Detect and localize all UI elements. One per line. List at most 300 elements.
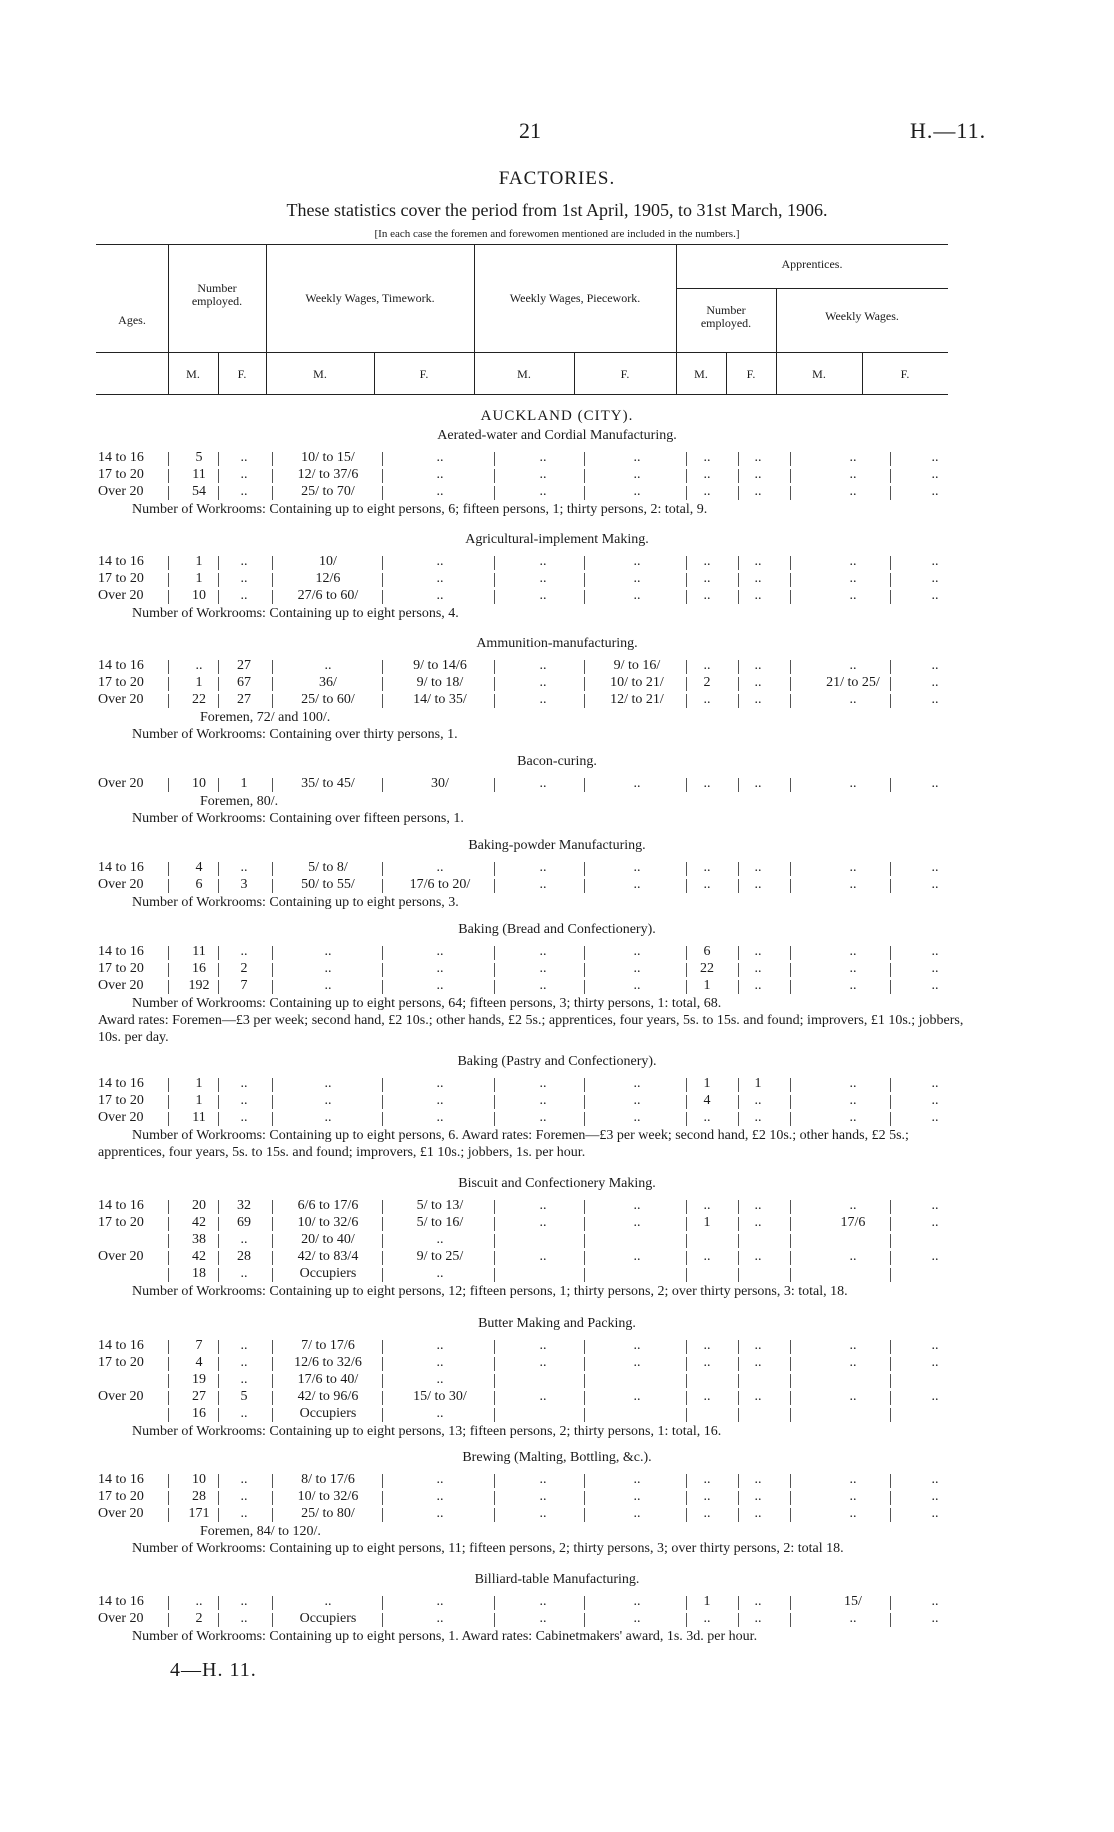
table-cell: .. bbox=[539, 450, 547, 465]
table-cell: 9/ to 25/ bbox=[416, 1249, 464, 1264]
table-cell: .. bbox=[931, 1389, 939, 1404]
row-age-cell: Over 20 bbox=[98, 1506, 144, 1521]
table-cell: .. bbox=[754, 675, 762, 690]
table-cell: .. bbox=[754, 877, 762, 892]
table-cell: .. bbox=[240, 467, 248, 482]
table-cell: .. bbox=[754, 588, 762, 603]
table-cell: .. bbox=[754, 1215, 762, 1230]
column-rule bbox=[686, 1408, 687, 1422]
col-ages: Ages. bbox=[118, 313, 146, 327]
section-title: AUCKLAND (CITY). bbox=[480, 408, 634, 424]
table-cell: .. bbox=[754, 944, 762, 959]
table-cell: .. bbox=[703, 877, 711, 892]
table-cell: .. bbox=[436, 1489, 444, 1504]
table-cell: .. bbox=[931, 1338, 939, 1353]
table-cell: .. bbox=[849, 944, 857, 959]
column-rule bbox=[738, 1374, 739, 1388]
table-cell: .. bbox=[539, 467, 547, 482]
table-cell: .. bbox=[703, 1472, 711, 1487]
table-cell: .. bbox=[633, 978, 641, 993]
table-cell: .. bbox=[754, 978, 762, 993]
table-cell: .. bbox=[436, 1372, 444, 1387]
table-cell: .. bbox=[754, 692, 762, 707]
table-cell: Occupiers bbox=[299, 1266, 357, 1281]
table-cell: .. bbox=[849, 571, 857, 586]
table-cell: 28 bbox=[192, 1489, 206, 1504]
table-cell: .. bbox=[324, 1076, 332, 1091]
table-cell: 1 bbox=[195, 554, 203, 569]
column-header-block bbox=[96, 244, 948, 396]
table-row bbox=[0, 1594, 1114, 1612]
table-cell: .. bbox=[436, 1110, 444, 1125]
table-cell: .. bbox=[539, 1110, 547, 1125]
table-cell: 1 bbox=[703, 1076, 711, 1091]
table-cell: .. bbox=[240, 1110, 248, 1125]
table-cell: 27/6 to 60/ bbox=[297, 588, 359, 603]
workrooms-note: Number of Workrooms: Containing up to eight persons, 11; fifteen persons, 2; thirty persons, 3; over thirty persons, 2: total 18. bbox=[132, 1541, 844, 1556]
table-cell: .. bbox=[703, 450, 711, 465]
col-m: M. bbox=[517, 367, 531, 381]
document-reference: H.—11. bbox=[910, 118, 987, 143]
table-cell: .. bbox=[539, 692, 547, 707]
table-cell: 3 bbox=[240, 877, 248, 892]
workrooms-note: Number of Workrooms: Containing up to eight persons, 3. bbox=[132, 895, 459, 910]
table-cell: 25/ to 60/ bbox=[301, 692, 355, 707]
table-cell: 27 bbox=[192, 1389, 206, 1404]
table-cell: .. bbox=[436, 978, 444, 993]
table-cell: .. bbox=[539, 776, 547, 791]
column-rule bbox=[790, 1234, 791, 1248]
table-cell: .. bbox=[703, 1489, 711, 1504]
table-cell: .. bbox=[633, 961, 641, 976]
table-cell: .. bbox=[436, 588, 444, 603]
table-cell: .. bbox=[931, 1594, 939, 1609]
row-age-cell: Over 20 bbox=[98, 1389, 144, 1404]
workrooms-note: Number of Workrooms: Containing up to eight persons, 64; fifteen persons, 3; thirty persons, 1: total, 68. bbox=[132, 996, 722, 1011]
table-cell: 10/ to 15/ bbox=[301, 450, 355, 465]
table-cell: .. bbox=[849, 978, 857, 993]
table-cell: .. bbox=[633, 1249, 641, 1264]
table-row bbox=[0, 1338, 1114, 1356]
table-cell: .. bbox=[703, 776, 711, 791]
col-f: F. bbox=[900, 367, 910, 381]
table-cell: .. bbox=[754, 860, 762, 875]
row-age-cell: 17 to 20 bbox=[98, 1093, 144, 1108]
table-row bbox=[0, 1232, 1114, 1250]
table-row bbox=[0, 1093, 1114, 1111]
table-cell: 10 bbox=[192, 1472, 206, 1487]
row-age-cell: 14 to 16 bbox=[98, 554, 144, 569]
column-rule bbox=[584, 1234, 585, 1248]
column-rule bbox=[890, 1374, 891, 1388]
table-cell: .. bbox=[240, 1406, 248, 1421]
table-cell: 38 bbox=[192, 1232, 206, 1247]
table-cell: 19 bbox=[192, 1372, 206, 1387]
table-row bbox=[0, 692, 1114, 710]
col-m: M. bbox=[186, 367, 200, 381]
table-cell: 30/ bbox=[431, 776, 449, 791]
table-cell: 9/ to 18/ bbox=[416, 675, 464, 690]
table-cell: .. bbox=[754, 1489, 762, 1504]
table-cell: .. bbox=[633, 877, 641, 892]
table-cell: 25/ to 70/ bbox=[301, 484, 355, 499]
workrooms-note: Number of Workrooms: Containing up to eight persons, 4. bbox=[132, 606, 459, 621]
table-row bbox=[0, 1355, 1114, 1373]
table-row bbox=[0, 860, 1114, 878]
table-cell: .. bbox=[240, 1611, 248, 1626]
table-cell: 10/ to 32/6 bbox=[297, 1489, 359, 1504]
table-cell: .. bbox=[539, 675, 547, 690]
table-cell: 16 bbox=[192, 961, 206, 976]
column-rule bbox=[686, 1268, 687, 1282]
table-cell: .. bbox=[931, 1093, 939, 1108]
table-cell: .. bbox=[849, 860, 857, 875]
table-cell: 1 bbox=[703, 1215, 711, 1230]
table-cell: .. bbox=[240, 1355, 248, 1370]
industry-title: Biscuit and Confectionery Making. bbox=[458, 1176, 656, 1191]
workrooms-note: Number of Workrooms: Containing up to eight persons, 13; fifteen persons, 2; thirty persons, 1: total, 16. bbox=[132, 1424, 722, 1439]
row-age-cell: 14 to 16 bbox=[98, 860, 144, 875]
table-cell: .. bbox=[324, 1093, 332, 1108]
table-cell: .. bbox=[240, 1594, 248, 1609]
table-cell: .. bbox=[633, 588, 641, 603]
table-cell: .. bbox=[436, 1472, 444, 1487]
table-cell: .. bbox=[539, 1389, 547, 1404]
col-app-wages: Weekly Wages. bbox=[825, 309, 899, 323]
table-cell: 20 bbox=[192, 1198, 206, 1213]
table-cell: .. bbox=[931, 877, 939, 892]
table-cell: .. bbox=[703, 1198, 711, 1213]
table-cell: .. bbox=[931, 588, 939, 603]
table-row bbox=[0, 1110, 1114, 1128]
table-cell: .. bbox=[754, 1611, 762, 1626]
row-age-cell: 14 to 16 bbox=[98, 1076, 144, 1091]
table-cell: 4 bbox=[195, 860, 203, 875]
table-cell: .. bbox=[633, 554, 641, 569]
table-cell: .. bbox=[633, 571, 641, 586]
table-cell: .. bbox=[436, 571, 444, 586]
header-rule-top bbox=[96, 244, 948, 245]
industry-title: Baking-powder Manufacturing. bbox=[468, 838, 646, 853]
table-cell: .. bbox=[849, 484, 857, 499]
row-age-cell: 14 to 16 bbox=[98, 450, 144, 465]
row-age-cell: 17 to 20 bbox=[98, 467, 144, 482]
table-cell: 22 bbox=[192, 692, 206, 707]
table-row bbox=[0, 1198, 1114, 1216]
table-cell: Occupiers bbox=[299, 1611, 357, 1626]
table-cell: .. bbox=[436, 1076, 444, 1091]
table-cell: 17/6 bbox=[840, 1215, 866, 1230]
table-cell: 6 bbox=[195, 877, 203, 892]
table-cell: .. bbox=[633, 1611, 641, 1626]
industry-title: Agricultural-implement Making. bbox=[465, 532, 649, 547]
row-age-cell: 14 to 16 bbox=[98, 944, 144, 959]
table-cell: .. bbox=[240, 1093, 248, 1108]
table-cell: 5/ to 8/ bbox=[308, 860, 348, 875]
footer-reference: 4—H. 11. bbox=[170, 1659, 257, 1681]
row-age-cell: 14 to 16 bbox=[98, 1472, 144, 1487]
table-cell: .. bbox=[931, 1110, 939, 1125]
table-cell: .. bbox=[436, 450, 444, 465]
table-row bbox=[0, 1389, 1114, 1407]
table-cell: .. bbox=[754, 1338, 762, 1353]
table-cell: .. bbox=[324, 1110, 332, 1125]
industry-title: Brewing (Malting, Bottling, &c.). bbox=[462, 1450, 652, 1465]
page-subtitle: These statistics cover the period from 1st April, 1905, to 31st March, 1906. bbox=[286, 200, 828, 220]
table-cell: .. bbox=[703, 484, 711, 499]
table-cell: .. bbox=[703, 467, 711, 482]
table-cell: .. bbox=[849, 1110, 857, 1125]
table-cell: .. bbox=[633, 1110, 641, 1125]
table-cell: .. bbox=[849, 588, 857, 603]
table-cell: .. bbox=[240, 1489, 248, 1504]
table-cell: 2 bbox=[703, 675, 711, 690]
workrooms-note: Number of Workrooms: Containing up to eight persons, 6. Award rates: Foremen—£3 per week; second hand, £2 10s.; other hands, £2 5s.; apprentices, four years, 5s. to 15s. and found; improvers, £1 10s.; jobbers, 1s. per hour. bbox=[98, 1128, 909, 1160]
table-cell: 192 bbox=[188, 978, 210, 993]
table-cell: .. bbox=[754, 1472, 762, 1487]
table-cell: .. bbox=[849, 776, 857, 791]
table-cell: .. bbox=[436, 1232, 444, 1247]
table-cell: .. bbox=[849, 1076, 857, 1091]
foremen-note: Foremen, 80/. bbox=[200, 794, 279, 809]
table-cell: 50/ to 55/ bbox=[301, 877, 355, 892]
table-row bbox=[0, 961, 1114, 979]
column-rule bbox=[738, 1234, 739, 1248]
table-cell: 12/6 bbox=[315, 571, 341, 586]
table-row bbox=[0, 1249, 1114, 1267]
table-cell: .. bbox=[539, 554, 547, 569]
table-cell: .. bbox=[633, 776, 641, 791]
foremen-note: Foremen, 84/ to 120/. bbox=[200, 1524, 321, 1539]
table-cell: .. bbox=[195, 1594, 203, 1609]
table-cell: .. bbox=[703, 1355, 711, 1370]
table-row bbox=[0, 1372, 1114, 1390]
table-cell: .. bbox=[633, 450, 641, 465]
table-cell: .. bbox=[849, 1611, 857, 1626]
col-f: F. bbox=[237, 367, 247, 381]
table-cell: .. bbox=[931, 1489, 939, 1504]
table-cell: 15/ bbox=[844, 1594, 862, 1609]
table-cell: 1 bbox=[240, 776, 248, 791]
column-rule bbox=[584, 1268, 585, 1282]
table-cell: 5 bbox=[240, 1389, 248, 1404]
table-cell: .. bbox=[931, 961, 939, 976]
table-cell: .. bbox=[324, 944, 332, 959]
table-cell: 1 bbox=[703, 978, 711, 993]
workrooms-note: Number of Workrooms: Containing over fifteen persons, 1. bbox=[132, 811, 464, 826]
table-cell: .. bbox=[703, 658, 711, 673]
table-cell: 14/ to 35/ bbox=[413, 692, 467, 707]
table-cell: .. bbox=[539, 1215, 547, 1230]
table-cell: .. bbox=[633, 1355, 641, 1370]
col-m: M. bbox=[694, 367, 708, 381]
table-cell: .. bbox=[539, 1198, 547, 1213]
column-rule bbox=[686, 1234, 687, 1248]
table-cell: .. bbox=[436, 961, 444, 976]
row-age-cell: 17 to 20 bbox=[98, 675, 144, 690]
table-cell: .. bbox=[754, 961, 762, 976]
table-cell: 20/ to 40/ bbox=[301, 1232, 355, 1247]
table-cell: .. bbox=[539, 1093, 547, 1108]
table-cell: .. bbox=[931, 1611, 939, 1626]
table-cell: .. bbox=[324, 658, 332, 673]
page-note: [In each case the foremen and forewomen mentioned are included in the numbers.] bbox=[374, 228, 740, 240]
table-cell: .. bbox=[539, 961, 547, 976]
table-cell: .. bbox=[849, 658, 857, 673]
table-cell: .. bbox=[703, 554, 711, 569]
table-cell: 21/ to 25/ bbox=[826, 675, 880, 690]
table-cell: .. bbox=[703, 588, 711, 603]
table-cell: .. bbox=[436, 1506, 444, 1521]
table-cell: .. bbox=[436, 484, 444, 499]
table-cell: .. bbox=[436, 1611, 444, 1626]
table-row bbox=[0, 1215, 1114, 1233]
table-cell: 32 bbox=[237, 1198, 251, 1213]
row-age-cell: Over 20 bbox=[98, 877, 144, 892]
table-cell: 8/ to 17/6 bbox=[301, 1472, 355, 1487]
table-cell: .. bbox=[754, 554, 762, 569]
table-cell: .. bbox=[539, 1594, 547, 1609]
table-cell: .. bbox=[754, 571, 762, 586]
table-cell: .. bbox=[633, 1076, 641, 1091]
table-cell: .. bbox=[754, 1198, 762, 1213]
table-cell: 7/ to 17/6 bbox=[301, 1338, 355, 1353]
table-cell: .. bbox=[240, 1266, 248, 1281]
table-cell: .. bbox=[633, 1594, 641, 1609]
table-cell: .. bbox=[195, 658, 203, 673]
table-cell: .. bbox=[931, 776, 939, 791]
table-cell: .. bbox=[849, 1338, 857, 1353]
col-wages-timework: Weekly Wages, Timework. bbox=[305, 291, 435, 305]
column-rule bbox=[584, 1408, 585, 1422]
table-cell: .. bbox=[240, 1076, 248, 1091]
table-cell: .. bbox=[436, 944, 444, 959]
table-cell: .. bbox=[240, 450, 248, 465]
table-cell: .. bbox=[849, 450, 857, 465]
col-f: F. bbox=[419, 367, 429, 381]
column-rule bbox=[790, 1268, 791, 1282]
row-age-cell: 17 to 20 bbox=[98, 961, 144, 976]
table-cell: 5/ to 16/ bbox=[416, 1215, 464, 1230]
table-cell: .. bbox=[633, 1093, 641, 1108]
row-age-cell: Over 20 bbox=[98, 692, 144, 707]
row-age-cell: 14 to 16 bbox=[98, 658, 144, 673]
table-cell: .. bbox=[240, 1472, 248, 1487]
table-cell: Occupiers bbox=[299, 1406, 357, 1421]
table-cell: .. bbox=[931, 1198, 939, 1213]
table-cell: .. bbox=[754, 467, 762, 482]
table-row bbox=[0, 1489, 1114, 1507]
table-cell: .. bbox=[436, 1093, 444, 1108]
col-m: M. bbox=[313, 367, 327, 381]
table-cell: .. bbox=[539, 1338, 547, 1353]
table-row bbox=[0, 944, 1114, 962]
table-cell: .. bbox=[703, 1338, 711, 1353]
row-age-cell: 17 to 20 bbox=[98, 1215, 144, 1230]
table-cell: .. bbox=[539, 1472, 547, 1487]
table-cell: .. bbox=[436, 1266, 444, 1281]
table-cell: 69 bbox=[237, 1215, 251, 1230]
table-cell: .. bbox=[931, 658, 939, 673]
row-age-cell: 17 to 20 bbox=[98, 1355, 144, 1370]
table-row bbox=[0, 571, 1114, 589]
header-rule-mid bbox=[96, 352, 948, 353]
column-rule bbox=[890, 1408, 891, 1422]
table-cell: .. bbox=[849, 1506, 857, 1521]
table-cell: .. bbox=[849, 1389, 857, 1404]
table-cell: .. bbox=[931, 1355, 939, 1370]
table-cell: 2 bbox=[240, 961, 248, 976]
table-cell: 11 bbox=[192, 467, 206, 482]
table-cell: .. bbox=[633, 1215, 641, 1230]
table-row bbox=[0, 658, 1114, 676]
table-cell: .. bbox=[539, 1249, 547, 1264]
table-cell: 12/ to 37/6 bbox=[297, 467, 359, 482]
table-cell: .. bbox=[931, 675, 939, 690]
table-cell: .. bbox=[849, 467, 857, 482]
column-rule bbox=[790, 1374, 791, 1388]
table-cell: 5 bbox=[195, 450, 203, 465]
table-cell: 35/ to 45/ bbox=[301, 776, 355, 791]
column-rule bbox=[584, 1374, 585, 1388]
column-rule bbox=[790, 1408, 791, 1422]
table-cell: .. bbox=[849, 1249, 857, 1264]
row-age-cell: 17 to 20 bbox=[98, 1489, 144, 1504]
column-rule bbox=[738, 1408, 739, 1422]
table-cell: 5/ to 13/ bbox=[416, 1198, 464, 1213]
table-cell: .. bbox=[849, 961, 857, 976]
table-cell: .. bbox=[754, 776, 762, 791]
table-cell: .. bbox=[931, 484, 939, 499]
table-cell: 10/ bbox=[319, 554, 337, 569]
workrooms-note: Award rates: Foremen—£3 per week; second hand, £2 10s.; other hands, £2 5s.; apprentices, four years, 5s. to 15s. and found; improvers, £1 10s.; jobbers, 10s. per day. bbox=[98, 1013, 964, 1045]
table-cell: 4 bbox=[703, 1093, 711, 1108]
table-cell: .. bbox=[754, 450, 762, 465]
table-cell: .. bbox=[703, 1611, 711, 1626]
table-cell: 1 bbox=[195, 571, 203, 586]
table-cell: 27 bbox=[237, 692, 251, 707]
table-cell: 10 bbox=[192, 588, 206, 603]
table-cell: .. bbox=[754, 484, 762, 499]
table-cell: .. bbox=[849, 1355, 857, 1370]
table-cell: 28 bbox=[237, 1249, 251, 1264]
row-age-cell: 14 to 16 bbox=[98, 1198, 144, 1213]
table-row bbox=[0, 1266, 1114, 1284]
table-cell: .. bbox=[436, 860, 444, 875]
table-cell: 42 bbox=[192, 1249, 206, 1264]
table-row bbox=[0, 1406, 1114, 1424]
table-cell: .. bbox=[240, 1338, 248, 1353]
table-cell: 9/ to 14/6 bbox=[413, 658, 467, 673]
row-age-cell: Over 20 bbox=[98, 1611, 144, 1626]
table-cell: 6 bbox=[703, 944, 711, 959]
table-cell: .. bbox=[240, 554, 248, 569]
table-cell: .. bbox=[539, 571, 547, 586]
table-row bbox=[0, 450, 1114, 468]
table-cell: .. bbox=[240, 944, 248, 959]
industry-title: Billiard-table Manufacturing. bbox=[474, 1572, 640, 1587]
table-row bbox=[0, 978, 1114, 996]
table-cell: 18 bbox=[192, 1266, 206, 1281]
table-cell: 36/ bbox=[319, 675, 337, 690]
column-rule bbox=[890, 1234, 891, 1248]
table-cell: 17/6 to 20/ bbox=[409, 877, 471, 892]
col-apprentices: Apprentices. bbox=[781, 257, 843, 271]
row-age-cell: 14 to 16 bbox=[98, 1594, 144, 1609]
table-cell: .. bbox=[539, 944, 547, 959]
table-cell: 4 bbox=[195, 1355, 203, 1370]
table-cell: .. bbox=[849, 877, 857, 892]
